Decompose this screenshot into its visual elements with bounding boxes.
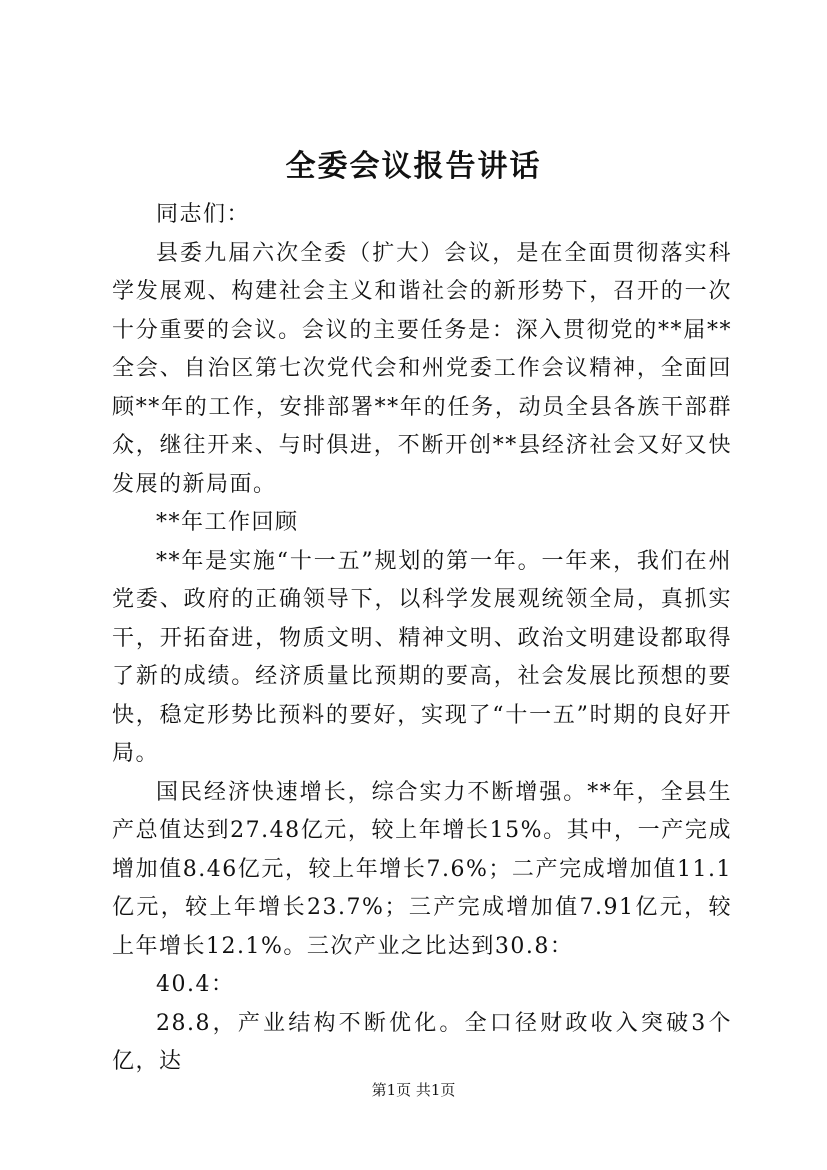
paragraph-structure-revenue: 28.8，产业结构不断优化。全口径财政收入突破3个亿，达 [112,1010,732,1074]
paragraph-meeting-intro: 县委九届六次全委（扩大）会议，是在全面贯彻落实科学发展观、构建社会主义和谐社会的新形势下，召开的一次十分重要的会议。会议的主要任务是：深入贯彻党的**届**全会、自治区第七次党代会和州党委工作会议精神，全面回顾**年的工作，安排部署**年的任务，动员全县各族干部群众，继往开来、与时俱进，不断开创**县经济社会又好又快发展的新局面。 [112,240,732,497]
paragraph-year-overview: **年是实施“十一五”规划的第一年。一年来，我们在州党委、政府的正确领导下，以科学发展观统领全局，真抓实干，开拓奋进，物质文明、精神文明、政治文明建设都取得了新的成绩。经济质量比预期的要高，社会发展比预想的要快，稳定形势比预料的要好，实现了“十一五”时期的良好开局。 [112,548,732,766]
paragraph-economy-growth: 国民经济快速增长，综合实力不断增强。**年，全县生产总值达到27.48亿元，较上年增长15%。其中，一产完成增加值8.46亿元，较上年增长7.6%；二产完成增加值11.1亿元，较上年增长23.7%；三产完成增加值7.91亿元，较上年增长12.1%。三次产业之比达到30.8： [112,779,732,959]
document-title: 全委会议报告讲话 [285,149,542,184]
page-footer: 第1页 共1页 [371,1081,456,1099]
document-body [112,196,732,1082]
section-heading-work-review: **年工作回顾 [156,510,299,535]
paragraph-ratio-part: 40.4： [156,972,235,997]
paragraph-salutation: 同志们： [156,202,251,227]
